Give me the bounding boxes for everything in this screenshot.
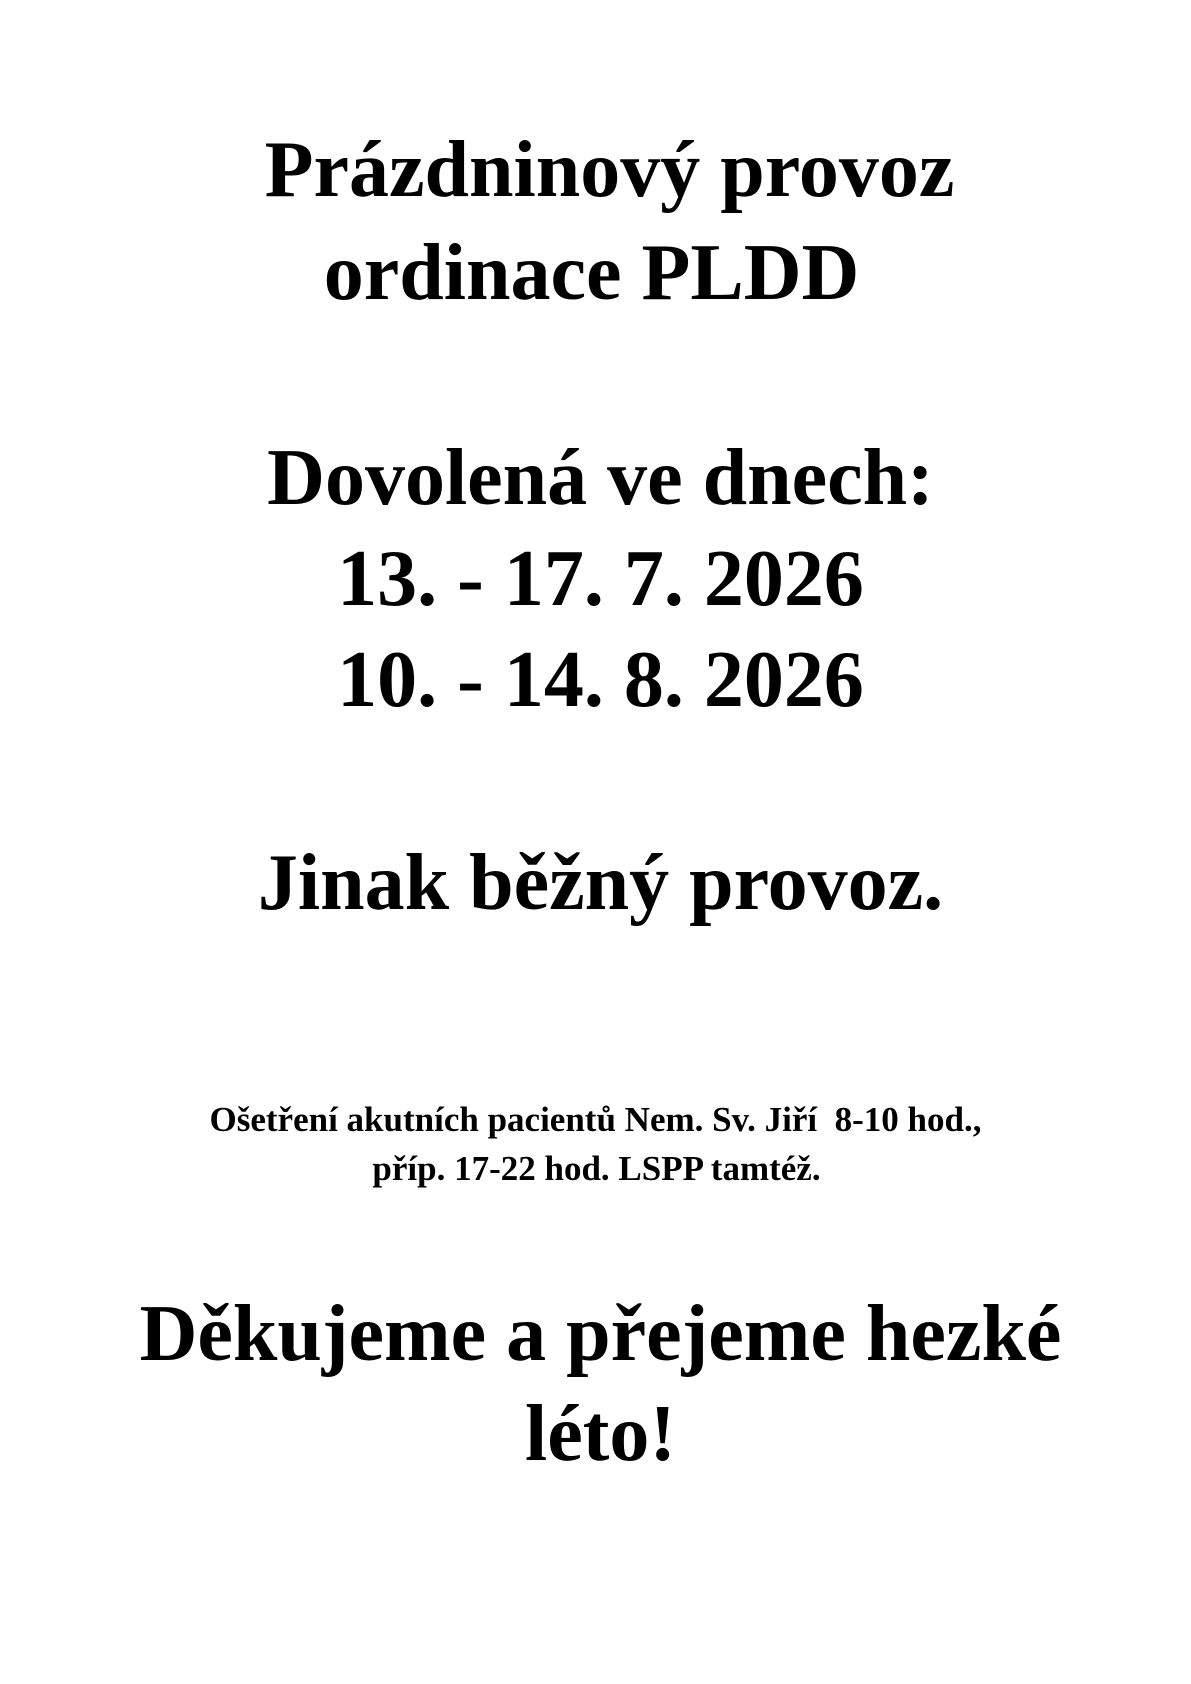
closing-line-2: léto! (524, 1390, 676, 1478)
title-line-1: Prázdninový provoz (264, 126, 955, 214)
title-line-2: ordinace PLDD (323, 229, 860, 317)
otherwise-normal-operation: Jinak běžný provoz. (257, 839, 944, 927)
vacation-date-2: 10. - 14. 8. 2026 (337, 636, 864, 724)
vacation-date-1: 13. - 17. 7. 2026 (337, 535, 864, 623)
closing-line-1: Děkujeme a přejeme hezké (139, 1290, 1062, 1378)
acute-care-line-1: Ošetření akutních pacientů Nem. Sv. Jiří 8-10 hod., (209, 1100, 982, 1139)
acute-care-line-2: příp. 17-22 hod. LSPP tamtéž. (372, 1149, 821, 1188)
vacation-heading: Dovolená ve dnech: (267, 434, 934, 522)
